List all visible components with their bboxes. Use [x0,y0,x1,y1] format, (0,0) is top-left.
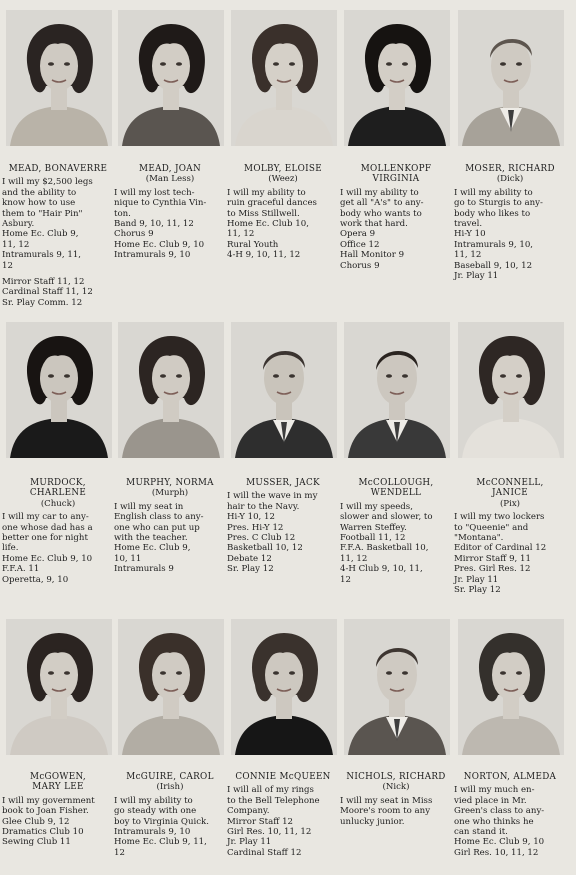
quote-line: travel. [454,219,483,230]
quote-line: one whose dad has a [2,522,93,533]
student-nickname: (Nick) [382,782,410,793]
activity-item: 4-H Club 9, 10, 11, [340,564,423,575]
student-activities [340,533,452,585]
activity-item: Dramatics Club 10 [2,827,84,838]
activity-item: Opera 9 [340,229,376,240]
student-will-quote [2,796,114,817]
quote-line: I will my $2,500 legs [2,177,93,188]
activity-item: Home Ec. Club 10, [227,219,309,230]
student-portrait [118,10,224,146]
student-entry [114,478,226,575]
activity-item: Intramurals 9, 10 [114,250,191,261]
quote-line: ruin graceful dances [227,198,317,209]
quote-line: to Miss Stillwell. [227,208,300,219]
quote-line: I will my seat in [114,501,184,512]
student-will-quote [340,502,452,533]
student-will-quote [114,796,226,827]
quote-line: book to Joan Fisher. [2,806,89,817]
student-name: MEAD, BONAVERRE [8,164,108,174]
activity-item: Basketball 10, 12 [227,543,303,554]
activity-item: Office 12 [340,239,380,250]
activity-item: Glee Club 9, 12 [2,816,70,827]
activity-item: 12 [2,260,13,271]
activity-item: Jr. Play 11 [454,574,499,585]
quote-line: "Montana". [454,533,504,544]
student-portrait [6,322,112,458]
student-activities [114,827,226,858]
activity-item: Football 11, 12 [340,533,406,544]
student-name: MEAD, JOAN [139,164,201,174]
activity-item: Home Ec. Club 9, 11, [114,837,207,848]
student-portrait [458,619,564,755]
quote-line: I will my speeds, [340,501,413,512]
student-name: CONNIE McQUEEN [235,772,331,782]
activity-item: Baseball 9, 10, 12 [454,260,533,271]
activity-item: Sewing Club 11 [2,837,71,848]
student-entry [454,772,566,858]
student-name: VIRGINIA [372,174,420,185]
student-name: MARY LEE [32,782,84,793]
student-portrait [6,10,112,146]
student-entry [227,164,339,261]
student-nickname: (Irish) [156,782,184,793]
quote-line: I will my lost tech- [114,187,195,198]
student-name: NORTON, ALMEDA [463,772,557,782]
student-name: McCONNELL, [476,478,544,488]
activity-item: 11, 12 [340,553,368,564]
activity-item: Cardinal Staff 11, 12 [2,287,93,298]
activity-item: Pres. Hi-Y 12 [227,522,284,533]
quote-line: go to Sturgis to any- [454,198,543,209]
activity-item: 12 [340,574,351,585]
quote-line: one who can put up [114,522,200,533]
activity-item: Mirror Staff 9, 11 [454,553,531,564]
quote-line: I will my two lockers [454,512,545,523]
student-will-quote [227,188,339,219]
student-name: CHARLENE [29,488,87,499]
student-entry [2,478,114,585]
quote-line: know how to use [2,198,76,209]
student-entry [227,478,339,575]
student-will-quote [454,512,566,543]
student-activities [454,543,566,595]
student-name: JANICE [491,488,528,499]
activity-item: Intramurals 9, 10 [114,827,191,838]
activity-item: Home Ec. Club 9, [2,229,79,240]
student-activities [2,554,114,585]
quote-line: with the teacher. [114,533,188,544]
activity-item: Hi-Y 10, 12 [227,512,275,523]
quote-line: ton. [114,208,131,219]
quote-line: better one for night [2,533,88,544]
activity-item: Home Ec. Club 9, [114,543,191,554]
student-name: WENDELL [370,488,422,499]
activity-item: 12 [114,847,125,858]
student-activities [2,229,114,308]
quote-line: one who thinks he [454,816,534,827]
student-will-quote [2,512,114,554]
activity-item: Girl Res. 10, 11, 12 [227,827,312,838]
quote-line: I will my ability to [454,187,533,198]
activity-item: 11, 12 [227,229,255,240]
quote-line: I will my ability to [227,187,306,198]
student-name: MUSSER, JACK [246,478,320,488]
student-will-quote [340,188,452,230]
activity-item: Mirror Staff 12 [227,816,294,827]
student-portrait [118,619,224,755]
student-entry [340,772,452,827]
quote-line: them to "Hair Pin" [2,208,83,219]
student-will-quote [227,785,339,816]
student-name: McCOLLOUGH, [358,478,434,488]
student-activities [227,512,339,574]
quote-line: hair to the Navy. [227,501,300,512]
activity-item: Jr. Play 11 [454,271,499,282]
activity-item: Hi-Y 10 [454,229,486,240]
quote-line: body who wants to [340,208,422,219]
activity-item: 11, 12 [2,239,30,250]
student-entry [114,772,226,858]
quote-line: Asbury. [2,219,35,230]
quote-line: can stand it. [454,827,508,838]
student-entry [454,164,566,281]
student-entry [2,772,114,848]
quote-line: English class to any- [114,512,204,523]
activity-item: Intramurals 9, 10, [454,239,534,250]
activity-item: Home Ec. Club 9, 10 [454,837,545,848]
quote-line: unlucky junior. [340,816,405,827]
student-activities [227,817,339,859]
activity-item: Sr. Play 12 [227,564,274,575]
student-will-quote [114,502,226,544]
student-activities [227,219,339,261]
activity-item: Intramurals 9, 11, [2,250,82,261]
quote-line: Company. [227,806,270,817]
quote-line: I will all of my rings [227,785,314,796]
student-portrait [118,322,224,458]
activity-item: Band 9, 10, 11, 12 [114,219,194,230]
student-portrait [231,10,337,146]
quote-line: get all "A's" to any- [340,198,424,209]
student-activities [114,543,226,574]
quote-line: I will my ability to [340,187,419,198]
student-nickname: (Chuck) [40,498,76,509]
student-nickname: (Man Less) [145,174,195,185]
quote-line: Warren Steffey. [340,522,407,533]
activity-item: 10, 11 [114,553,142,564]
activity-item: Debate 12 [227,553,272,564]
activity-item: Chorus 9 [114,229,154,240]
quote-line: I will the wave in my [227,491,318,502]
student-will-quote [340,796,452,827]
quote-line: to the Bell Telephone [227,795,320,806]
activity-item: 11, 12 [454,250,482,261]
student-name: MOLLENKOPF [360,164,432,174]
student-nickname: (Pix) [499,498,521,509]
quote-line: I will my much en- [454,785,535,796]
student-name: MURPHY, NORMA [126,478,214,488]
quote-line: body who likes to [454,208,531,219]
activity-item: Jr. Play 11 [227,837,272,848]
student-will-quote [454,785,566,837]
student-will-quote [114,188,226,219]
activity-item: Pres. C Club 12 [227,533,296,544]
activity-item: Sr. Play 12 [454,585,501,596]
quote-line: slower and slower, to [340,512,433,523]
quote-line: nique to Cynthia Vin- [114,198,207,209]
quote-line: go steady with one [114,806,197,817]
student-portrait [231,322,337,458]
student-entry [2,164,114,308]
student-name: MOSER, RICHARD [465,164,555,174]
student-name: MOLBY, ELOISE [244,164,322,174]
quote-line: to "Queenie" and [454,522,529,533]
activity-item: Chorus 9 [340,260,380,271]
student-portrait [231,619,337,755]
student-portrait [458,322,564,458]
student-activities [454,229,566,281]
quote-line: I will my seat in Miss [340,795,433,806]
student-portrait [344,322,450,458]
student-name: NICHOLS, RICHARD [346,772,446,782]
quote-line: and the ability to [2,187,77,198]
student-entry [454,478,566,595]
activity-item: Operetta, 9, 10 [2,574,69,585]
activity-item: Pres. Girl Res. 12 [454,564,531,575]
quote-line: life. [2,543,19,554]
activity-item: Hall Monitor 9 [340,250,405,261]
activity-item: Cardinal Staff 12 [227,847,302,858]
student-portrait [344,10,450,146]
quote-line: Green's class to any- [454,806,545,817]
student-activities [2,817,114,848]
student-activities [340,229,452,271]
student-activities [114,219,226,261]
student-entry [340,478,452,585]
activity-item: Mirror Staff 11, 12 [2,277,85,288]
student-portrait [458,10,564,146]
student-entry [227,772,339,858]
student-entry [114,164,226,261]
quote-line: boy to Virginia Quick. [114,816,210,827]
quote-line: I will my government [2,795,95,806]
activity-item: Intramurals 9 [114,564,174,575]
activity-item: Girl Res. 10, 11, 12 [454,847,539,858]
student-name: MURDOCK, [30,478,86,488]
student-entry [340,164,452,271]
activity-item: 4-H 9, 10, 11, 12 [227,250,301,261]
student-portrait [344,619,450,755]
student-will-quote [2,177,114,229]
activity-item: F.F.A. Basketball 10, [340,543,429,554]
student-name: McGOWEN, [30,772,86,782]
activity-item: Rural Youth [227,239,279,250]
student-nickname: (Murph) [151,488,189,499]
quote-line: work that hard. [340,219,408,230]
student-nickname: (Weez) [268,174,298,185]
student-nickname: (Dick) [496,174,524,185]
student-will-quote [454,188,566,230]
activity-item: Editor of Cardinal 12 [454,543,547,554]
quote-line: I will my car to any- [2,512,89,523]
student-portrait [6,619,112,755]
quote-line: I will my ability to [114,795,193,806]
activity-item: F.F.A. 11 [2,564,40,575]
activity-item: Home Ec. Club 9, 10 [2,553,93,564]
student-name: McGUIRE, CAROL [126,772,214,782]
student-activities [454,837,566,858]
quote-line: Moore's room to any [340,806,431,817]
activity-item: Home Ec. Club 9, 10 [114,239,205,250]
activity-item: Sr. Play Comm. 12 [2,297,83,308]
quote-line: vied place in Mr. [454,795,527,806]
student-will-quote [227,491,339,512]
